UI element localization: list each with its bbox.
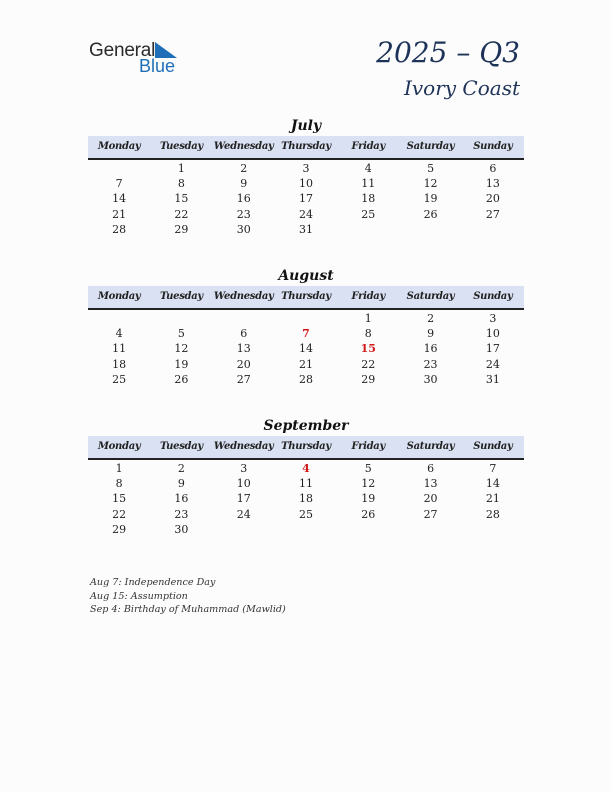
day-cell: 17 (298, 192, 313, 206)
empty-day-cell (150, 311, 212, 326)
month-title: September (263, 418, 349, 434)
day-cell: 1 (364, 312, 372, 325)
day-cell: 28 (112, 222, 127, 236)
day-cell: 13 (236, 342, 251, 356)
weekday-label: Sunday (473, 291, 513, 302)
weekday-label: Monday (97, 291, 141, 302)
day-cell: 24 (236, 507, 251, 521)
day-cell: 16 (236, 192, 251, 206)
day-cell: 2 (427, 312, 435, 325)
day-cell: 17 (485, 342, 500, 356)
weekday-label: Wednesday (213, 141, 274, 152)
brand-logo (89, 40, 189, 76)
day-grid (88, 461, 524, 537)
day-cell: 14 (112, 192, 127, 206)
day-cell: 8 (177, 177, 185, 191)
day-cell: 19 (174, 357, 189, 371)
day-grid (88, 161, 524, 237)
day-cell: 9 (240, 177, 248, 191)
logo-text-blue: Blue (139, 56, 176, 76)
day-cell: 22 (112, 507, 127, 521)
day-cell: 12 (174, 342, 189, 356)
empty-day-cell (88, 161, 150, 176)
day-cell: 14 (485, 477, 500, 491)
day-cell: 9 (177, 477, 185, 491)
day-cell: 9 (427, 327, 435, 341)
day-cell: 23 (174, 507, 189, 521)
day-cell: 17 (236, 492, 251, 506)
weekday-label: Sunday (473, 441, 513, 452)
day-cell: 18 (112, 357, 127, 371)
empty-day-cell (88, 311, 150, 326)
day-grid (88, 311, 524, 387)
day-cell: 24 (485, 357, 500, 371)
day-cell: 18 (298, 492, 313, 506)
weekday-label: Monday (97, 141, 141, 152)
weekday-label: Saturday (406, 141, 455, 152)
day-cell: 8 (364, 327, 372, 341)
day-cell: 27 (423, 507, 438, 521)
weekday-label: Tuesday (159, 141, 203, 152)
weekday-label: Wednesday (213, 291, 274, 302)
day-cell: 31 (485, 372, 500, 386)
holiday-day-cell: 4 (302, 462, 310, 475)
month-title: August (278, 268, 334, 284)
day-cell: 26 (361, 507, 376, 521)
holiday-note: Aug 7: Independence Day (90, 577, 216, 588)
weekday-header (88, 286, 524, 310)
weekday-header (88, 436, 524, 460)
day-cell: 1 (177, 162, 185, 175)
day-cell: 24 (298, 207, 313, 221)
day-cell: 10 (236, 477, 251, 491)
day-cell: 2 (177, 462, 185, 475)
month-title: July (290, 118, 322, 134)
day-cell: 5 (177, 327, 185, 341)
day-cell: 11 (361, 177, 376, 191)
day-cell: 2 (240, 162, 248, 175)
day-cell: 11 (298, 477, 313, 491)
day-cell: 3 (240, 462, 248, 475)
day-cell: 23 (423, 357, 438, 371)
day-cell: 19 (361, 492, 376, 506)
day-cell: 5 (427, 162, 435, 175)
weekday-label: Friday (351, 141, 385, 152)
day-cell: 26 (423, 207, 438, 221)
day-cell: 12 (423, 177, 438, 191)
day-cell: 29 (112, 522, 127, 536)
day-cell: 7 (489, 462, 497, 475)
day-cell: 20 (485, 192, 500, 206)
day-cell: 13 (485, 177, 500, 191)
day-cell: 10 (485, 327, 500, 341)
day-cell: 21 (298, 357, 313, 371)
logo-text-general: General (89, 40, 156, 61)
day-cell: 10 (298, 177, 313, 191)
day-cell: 7 (115, 177, 123, 191)
empty-day-cell (213, 311, 275, 326)
day-cell: 5 (364, 462, 372, 475)
weekday-label: Sunday (473, 141, 513, 152)
day-cell: 25 (298, 507, 313, 521)
day-cell: 6 (240, 327, 248, 341)
day-cell: 3 (489, 312, 497, 325)
weekday-label: Thursday (281, 141, 331, 152)
day-cell: 27 (485, 207, 500, 221)
day-cell: 29 (174, 222, 189, 236)
day-cell: 26 (174, 372, 189, 386)
day-cell: 3 (302, 162, 310, 175)
day-cell: 25 (112, 372, 127, 386)
day-cell: 22 (174, 207, 189, 221)
day-cell: 6 (489, 162, 497, 175)
day-cell: 31 (298, 222, 313, 236)
day-cell: 30 (423, 372, 438, 386)
day-cell: 30 (236, 222, 251, 236)
day-cell: 16 (423, 342, 438, 356)
day-cell: 4 (364, 162, 372, 175)
day-cell: 21 (485, 492, 500, 506)
day-cell: 30 (174, 522, 189, 536)
weekday-label: Thursday (281, 441, 331, 452)
weekday-label: Tuesday (159, 441, 203, 452)
day-cell: 20 (423, 492, 438, 506)
holiday-day-cell: 15 (360, 342, 376, 356)
day-cell: 15 (174, 192, 189, 206)
empty-day-cell (275, 311, 337, 326)
weekday-label: Wednesday (213, 441, 274, 452)
day-cell: 6 (427, 462, 435, 475)
page-subtitle: Ivory Coast (403, 76, 520, 100)
weekday-label: Friday (351, 441, 385, 452)
month-block (88, 266, 524, 387)
day-cell: 18 (361, 192, 376, 206)
day-cell: 12 (361, 477, 376, 491)
day-cell: 23 (236, 207, 251, 221)
weekday-label: Monday (97, 441, 141, 452)
day-cell: 14 (298, 342, 313, 356)
day-cell: 19 (423, 192, 438, 206)
day-cell: 16 (174, 492, 189, 506)
day-cell: 11 (112, 342, 127, 356)
day-cell: 25 (361, 207, 376, 221)
weekday-label: Saturday (406, 291, 455, 302)
day-cell: 13 (423, 477, 438, 491)
weekday-label: Friday (351, 291, 385, 302)
day-cell: 1 (115, 462, 123, 475)
holiday-note: Sep 4: Birthday of Muhammad (Mawlid) (90, 604, 286, 615)
holiday-notes (90, 576, 286, 617)
page-title: 2025 – Q3 (376, 36, 520, 69)
holiday-note: Aug 15: Assumption (90, 590, 188, 602)
weekday-label: Saturday (406, 441, 455, 452)
day-cell: 28 (298, 372, 313, 386)
holiday-day-cell: 7 (302, 327, 310, 341)
day-cell: 15 (112, 492, 127, 506)
weekday-label: Thursday (281, 291, 331, 302)
day-cell: 29 (361, 372, 376, 386)
month-block (88, 416, 524, 537)
month-block (88, 116, 524, 237)
day-cell: 20 (236, 357, 251, 371)
day-cell: 8 (115, 477, 123, 491)
weekday-header (88, 136, 524, 160)
day-cell: 28 (485, 507, 500, 521)
day-cell: 27 (236, 372, 251, 386)
day-cell: 21 (112, 207, 127, 221)
day-cell: 22 (361, 357, 376, 371)
weekday-label: Tuesday (159, 291, 203, 302)
day-cell: 4 (115, 327, 123, 341)
